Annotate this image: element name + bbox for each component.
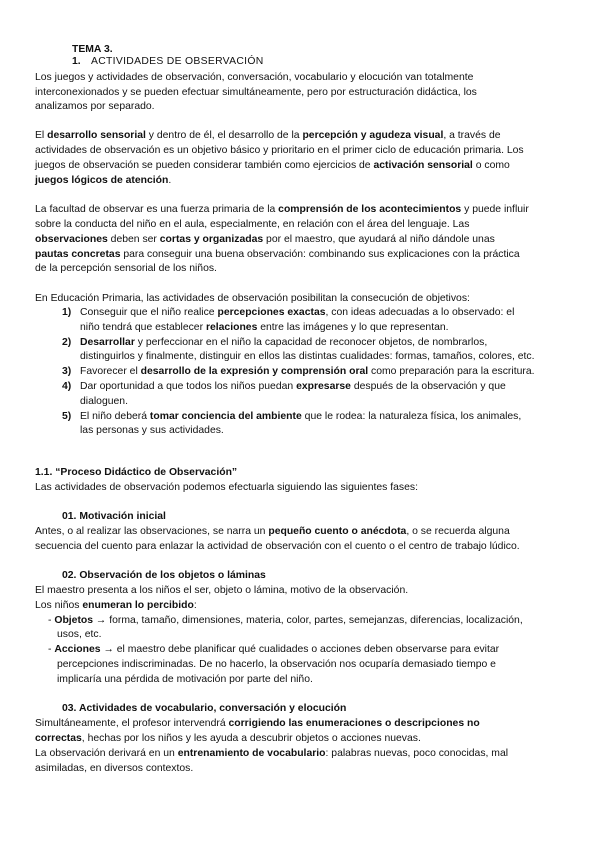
paragraph-line: La facultad de observar es una fuerza primaria de la comprensión de los acontecimientos y puede influir — [35, 204, 529, 215]
list-line: Favorecer el desarrollo de la expresión y comprensión oral como preparación para la escritura. — [80, 366, 535, 377]
phase-title: 02. Observación de los objetos o láminas — [62, 570, 266, 581]
list-number: 5) — [62, 411, 72, 422]
tema-heading: TEMA 3. — [72, 44, 113, 55]
phase-title: 01. Motivación inicial — [62, 511, 166, 522]
phase-title: 03. Actividades de vocabulario, conversación y elocución — [62, 703, 347, 714]
paragraph-line: En Educación Primaria, las actividades de observación posibilitan la consecución de objetivos: — [35, 293, 470, 304]
paragraph-line: juegos de observación se pueden considerar también como ejercicios de activación sensorial o como — [35, 160, 510, 171]
section-number: 1. — [72, 56, 81, 67]
list-line: El niño deberá tomar conciencia del ambiente que le rodea: la naturaleza física, los animales, — [80, 411, 522, 422]
paragraph-line: El maestro presenta a los niños el ser, objeto o lámina, motivo de la observación. — [35, 585, 409, 596]
bullet-line: usos, etc. — [57, 629, 102, 640]
paragraph-line: juegos lógicos de atención. — [35, 175, 172, 186]
paragraph-line: Antes, o al realizar las observaciones, se narra un pequeño cuento o anécdota, o se recuerda alguna — [35, 526, 510, 537]
list-number: 3) — [62, 366, 72, 377]
section-title: ACTIVIDADES DE OBSERVACIÓN — [91, 56, 264, 67]
list-line: distinguirlos y finalmente, distinguir en ellos las distintas cualidades: formas, tamaños, colores, etc. — [80, 351, 535, 362]
paragraph-line: actividades de observación es un objetivo básico y prioritario en el primer ciclo de educación primaria. Los — [35, 145, 524, 156]
list-line: Conseguir que el niño realice percepciones exactas, con ideas adecuadas a lo observado: el — [80, 307, 515, 318]
paragraph-line: observaciones deben ser cortas y organizadas por el maestro, que ayudará al niño dándole unas — [35, 234, 495, 245]
intro-line: interconexionados y se pueden efectuar simultáneamente, pero por estructuración didáctica, los — [35, 87, 477, 98]
bullet-line: implicaría una pérdida de motivación por parte del niño. — [57, 674, 313, 685]
paragraph-line: secuencia del cuento para enlazar la actividad de observación con el cuento o el centro de trabajo lúdico. — [35, 541, 520, 552]
paragraph-line: La observación derivará en un entrenamiento de vocabulario: palabras nuevas, poco conocidas, mal — [35, 748, 509, 759]
list-line: las personas y sus actividades. — [80, 425, 224, 436]
list-line: Desarrollar y perfeccionar en el niño la capacidad de reconocer objetos, de nombrarlos, — [80, 337, 488, 348]
bullet-line: - Acciones → el maestro debe planificar qué cualidades o acciones deben observarse para evitar — [48, 644, 500, 655]
paragraph-line: sobre la conducta del niño en el aula, especialmente, en relación con el área del lenguaje. Las — [35, 219, 470, 230]
paragraph-line: Las actividades de observación podemos efectuarla siguiendo las siguientes fases: — [35, 482, 418, 493]
paragraph-line: Los niños enumeran lo percibido: — [35, 600, 197, 611]
subsection-title: 1.1. “Proceso Didáctico de Observación” — [35, 467, 238, 478]
paragraph-line: correctas, hechas por los niños y les ayuda a descubrir objetos o acciones nuevas. — [35, 733, 421, 744]
list-number: 4) — [62, 381, 72, 392]
bullet-line: - Objetos → forma, tamaño, dimensiones, materia, color, partes, semejanzas, diferencias, localización, — [48, 615, 523, 626]
intro-line: Los juegos y actividades de observación, conversación, vocabulario y elocución van totalmente — [35, 72, 474, 83]
list-line: dialoguen. — [80, 396, 128, 407]
intro-line: analizamos por separado. — [35, 101, 155, 112]
list-line: Dar oportunidad a que todos los niños puedan expresarse después de la observación y que — [80, 381, 506, 392]
paragraph-line: El desarrollo sensorial y dentro de él, el desarrollo de la percepción y agudeza visual, a través de — [35, 130, 501, 141]
list-line: niño tendrá que establecer relaciones entre las imágenes y lo que representan. — [80, 322, 449, 333]
paragraph-line: de la percepción sensorial de los niños. — [35, 263, 217, 274]
list-number: 1) — [62, 307, 72, 318]
paragraph-line: Simultáneamente, el profesor intervendrá corrigiendo las enumeraciones o descripciones no — [35, 718, 480, 729]
list-number: 2) — [62, 337, 72, 348]
paragraph-line: asimiladas, en diversos contextos. — [35, 763, 194, 774]
bullet-line: percepciones indiscriminadas. De no hacerlo, la observación nos ocuparía demasiado tiempo e — [57, 659, 496, 670]
paragraph-line: pautas concretas para conseguir una buena observación: combinando sus explicaciones con la práctica — [35, 249, 520, 260]
